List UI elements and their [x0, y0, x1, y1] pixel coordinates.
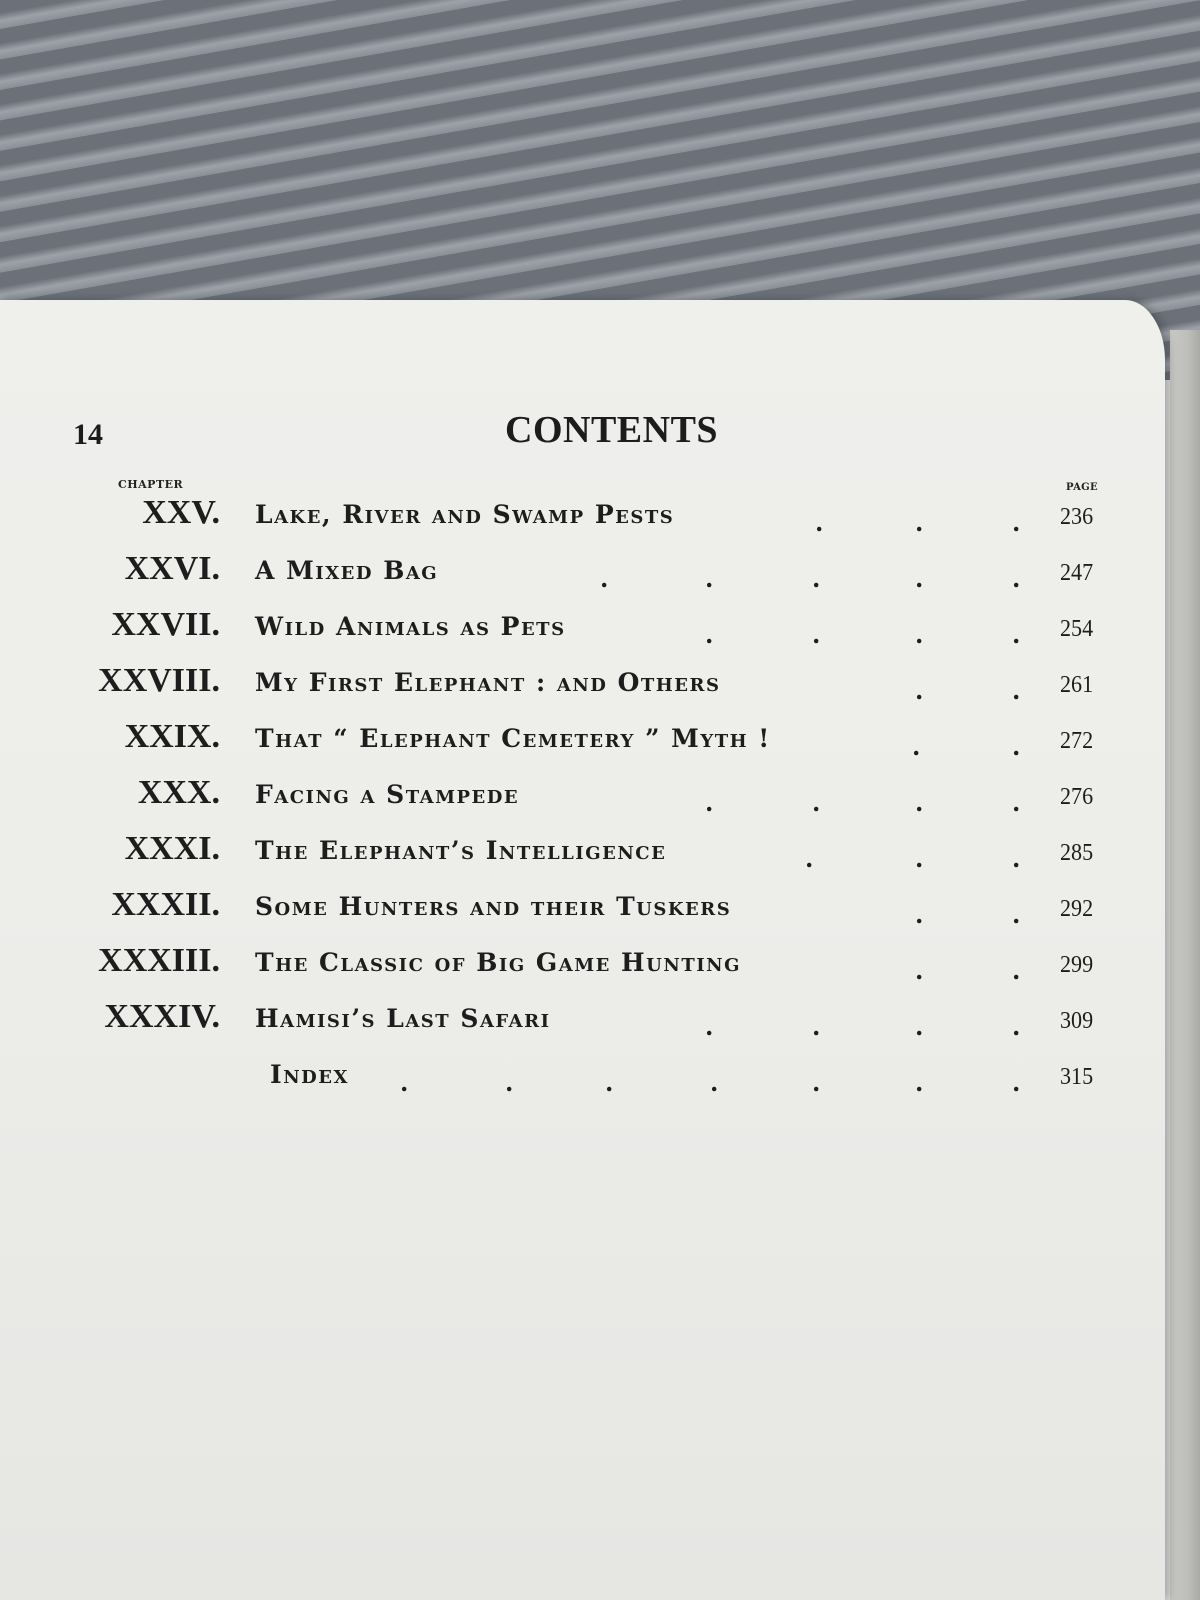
- leader-dots: . . .: [805, 844, 1021, 873]
- toc-entry: [0, 994, 1165, 1050]
- chapter-column-label: CHAPTER: [118, 478, 184, 491]
- toc-entry: [0, 714, 1165, 770]
- chapter-title: A Mixed Bag: [255, 556, 439, 585]
- chapter-page-number: 247: [1060, 560, 1094, 586]
- chapter-number: XXIX.: [124, 718, 220, 755]
- leader-dots: . . .: [815, 508, 1021, 537]
- chapter-title: Facing a Stampede: [255, 780, 520, 809]
- chapter-title: My First Elephant : and Others: [255, 668, 721, 697]
- chapter-title: Wild Animals as Pets: [255, 612, 566, 641]
- leader-dots: . . . .: [705, 1012, 1021, 1041]
- toc-entry: [0, 882, 1165, 938]
- toc-entry: [0, 826, 1165, 882]
- chapter-page-number: 254: [1060, 616, 1094, 642]
- chapter-page-number: 261: [1060, 672, 1094, 698]
- chapter-page-number: 272: [1060, 728, 1094, 754]
- leader-dots: . .: [915, 900, 1021, 929]
- chapter-title: That “ Elephant Cemetery ” Myth !: [255, 724, 771, 753]
- chapter-title: Hamisi’s Last Safari: [255, 1004, 551, 1033]
- chapter-page-number: 309: [1060, 1008, 1094, 1034]
- chapter-number: XXXI.: [124, 830, 220, 867]
- book-page: [0, 300, 1165, 1600]
- leader-dots: . .: [912, 732, 1021, 761]
- page-number: 14: [73, 418, 103, 451]
- leader-dots: . . . .: [705, 788, 1021, 817]
- chapter-page-number: 276: [1060, 784, 1094, 810]
- chapter-number: XXV.: [142, 494, 220, 531]
- chapter-number: XXXIV.: [104, 998, 220, 1035]
- chapter-page-number: 236: [1060, 504, 1094, 530]
- chapter-title: Some Hunters and their Tuskers: [255, 892, 732, 921]
- leader-dots: . .: [915, 676, 1021, 705]
- chapter-page-number: 285: [1060, 840, 1094, 866]
- toc-entry: [0, 1050, 1165, 1106]
- page-title: CONTENTS: [505, 409, 719, 451]
- page-column-label: PAGE: [1066, 482, 1098, 493]
- chapter-number: XXX.: [137, 774, 220, 811]
- chapter-number: XXVII.: [111, 606, 220, 643]
- chapter-title: Index: [270, 1060, 349, 1089]
- toc-entry: [0, 546, 1165, 602]
- chapter-page-number: 292: [1060, 896, 1094, 922]
- chapter-number: XXXIII.: [98, 942, 220, 979]
- toc-entry: [0, 938, 1165, 994]
- chapter-page-number: 299: [1060, 952, 1094, 978]
- chapter-page-number: 315: [1060, 1064, 1094, 1090]
- toc-entry: [0, 490, 1165, 546]
- adjacent-page-edge: [1170, 330, 1200, 1600]
- leader-dots: . .: [915, 956, 1021, 985]
- leader-dots: . . . .: [705, 620, 1021, 649]
- toc-entry: [0, 658, 1165, 714]
- chapter-number: XXXII.: [111, 886, 220, 923]
- toc-entry: [0, 602, 1165, 658]
- table-of-contents: [0, 490, 1165, 1106]
- chapter-title: The Elephant’s Intelligence: [255, 836, 667, 865]
- chapter-title: Lake, River and Swamp Pests: [255, 500, 675, 529]
- chapter-title: The Classic of Big Game Hunting: [255, 948, 741, 977]
- toc-entry: [0, 770, 1165, 826]
- chapter-number: XXVI.: [124, 550, 220, 587]
- chapter-number: XXVIII.: [98, 662, 220, 699]
- leader-dots: . . . . . . .: [400, 1068, 1021, 1097]
- leader-dots: . . . . .: [600, 564, 1021, 593]
